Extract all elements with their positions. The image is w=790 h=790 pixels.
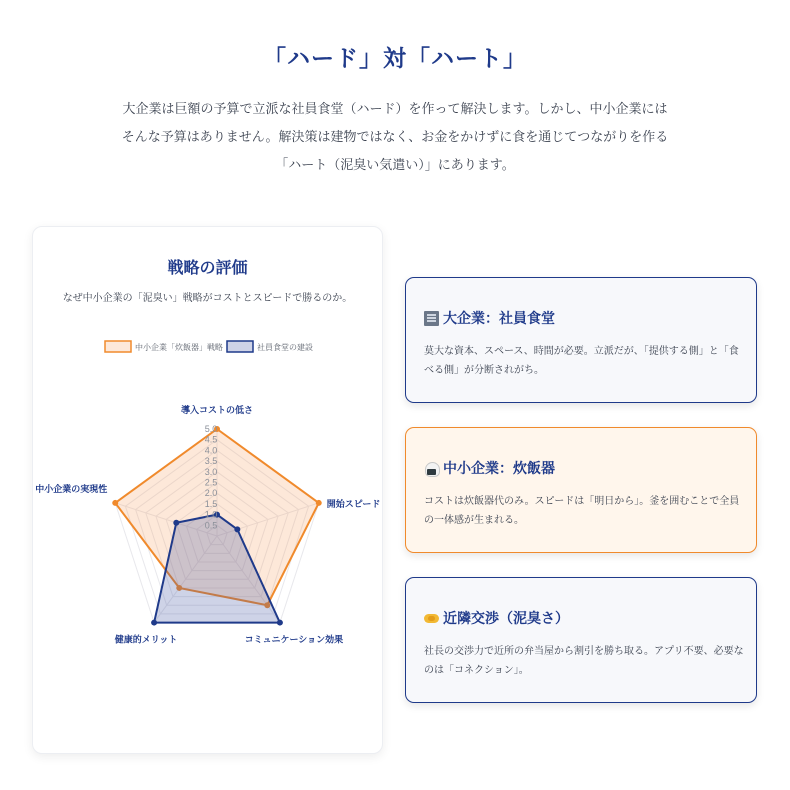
axis-label: 健康的メリット [114, 635, 178, 646]
legend-swatch-0 [105, 341, 131, 352]
card-small-company [405, 427, 757, 553]
data-point [173, 520, 179, 526]
legend-label-1: 社員食堂の建設 [257, 343, 313, 352]
hero-desc-line-1: 大企業は巨額の予算で立派な社員食堂（ハード）を作って解決します。しかし、中小企業には [122, 102, 668, 117]
card-body: 莫大な資本、スペース、時間が必要。立派だが、「提供する側」と「食べる側」が分断されがち。 [424, 346, 739, 376]
chart-subtitle: なぜ中小企業の「泥臭い」戦略がコストとスピードで勝るのか。 [62, 293, 353, 304]
tick-label: 2.0 [204, 488, 218, 499]
hero-desc-line-2: そんな予算はありません。解決策は建物ではなく、お金をかけずに食を通じてつながりを作る [121, 130, 669, 145]
data-point [112, 500, 118, 506]
card-title: 近隣交渉（泥臭さ） [443, 611, 569, 627]
card-title: 中小企業：炊飯器 [443, 461, 555, 477]
data-point [277, 620, 283, 626]
tick-label: 0.5 [204, 520, 218, 531]
chart-title: 戦略の評価 [167, 258, 248, 277]
rice-ball-icon [424, 461, 439, 476]
data-point [151, 620, 157, 626]
tick-label: 5.0 [204, 424, 218, 434]
tick-label: 3.0 [204, 466, 218, 477]
tick-label: 4.5 [204, 434, 218, 445]
axis-label: コミュニケーション効果 [244, 635, 344, 646]
hero-desc-line-3: 「ハート（泥臭い気遣い）」にあります。 [275, 158, 515, 173]
axis-label: 中小企業の実現性 [35, 484, 108, 495]
tick-label: 4.0 [204, 445, 218, 456]
tick-label: 1.5 [204, 498, 218, 509]
handshake-icon [424, 611, 439, 626]
legend-swatch-1 [227, 341, 253, 352]
strategy-chart-card [32, 226, 383, 754]
radar-chart [33, 227, 384, 755]
tick-label: 3.5 [204, 456, 218, 467]
card-header [424, 458, 555, 478]
card-large-company [405, 277, 757, 403]
data-point [316, 500, 322, 506]
card-neighborhood-negotiation [405, 577, 757, 703]
card-header [424, 308, 555, 328]
hero-description [0, 96, 790, 180]
card-title: 大企業：社員食堂 [443, 311, 555, 327]
building-icon [424, 311, 439, 326]
data-point [234, 526, 240, 532]
card-body: コストは炊飯器代のみ。スピードは「明日から」。釜を囲むことで全員の一体感が生まれる。 [424, 496, 740, 526]
axis-label: 導入コストの低さ [180, 406, 254, 416]
axis-label: 開始スピード [326, 499, 381, 510]
card-header [424, 608, 569, 628]
card-body: 社長の交渉力で近所の弁当屋から割引を勝ち取る。アプリ不要、必要なのは「コネクション」。 [424, 646, 744, 676]
page-title: 「ハード」対「ハート」 [263, 46, 527, 72]
tick-label: 2.5 [204, 477, 218, 488]
legend-label-0: 中小企業「炊飯器」戦略 [135, 343, 223, 352]
tick-label: 1.0 [204, 509, 218, 520]
